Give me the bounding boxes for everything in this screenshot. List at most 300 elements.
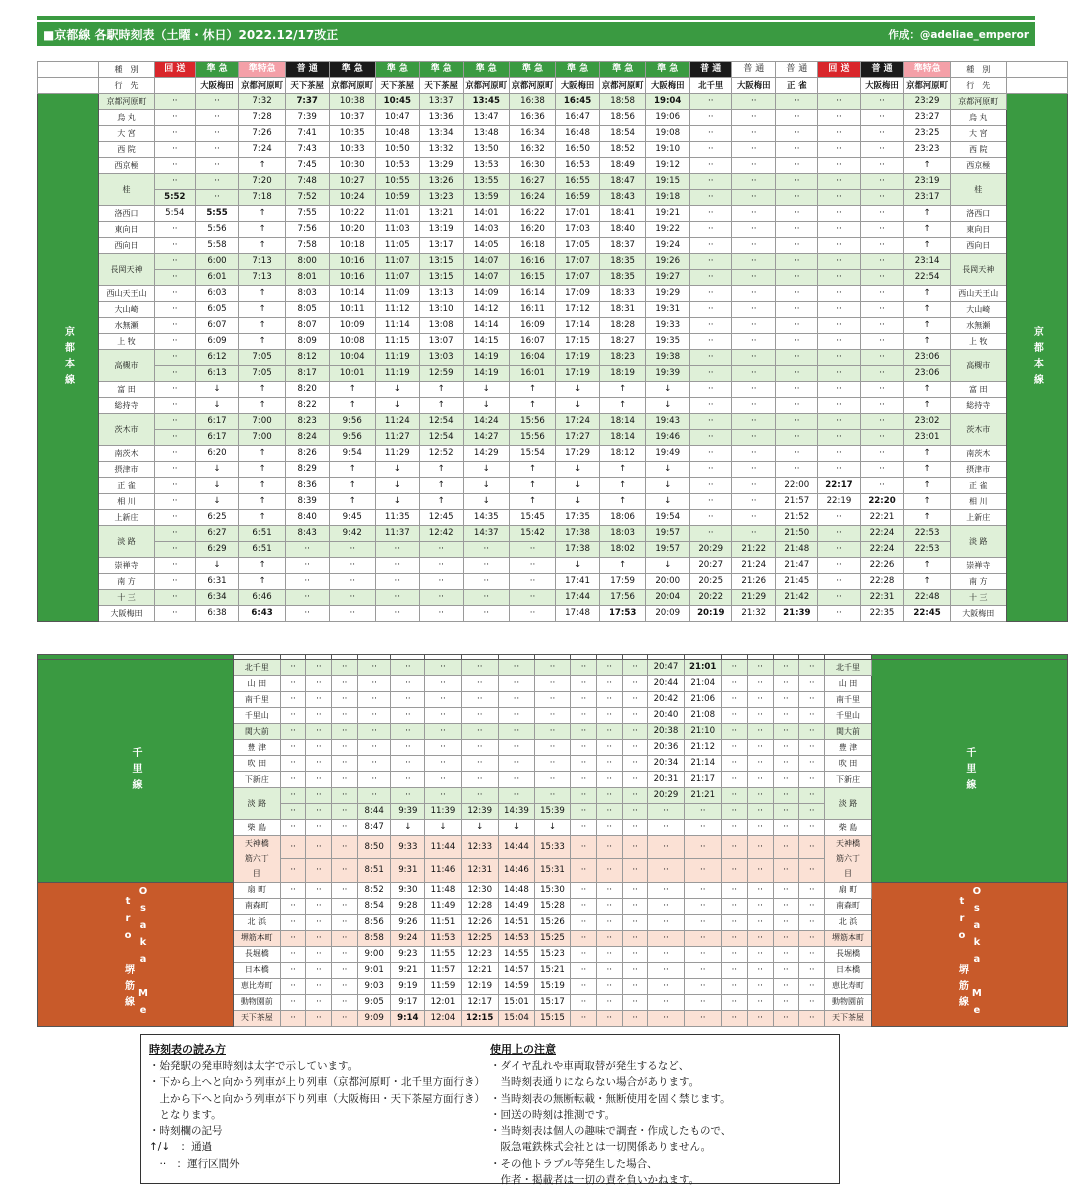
time-cell: ·· (358, 788, 391, 804)
time-cell: 9:45 (329, 510, 375, 526)
time-cell: 8:56 (358, 914, 391, 930)
train-kind: 準特急 (904, 62, 950, 78)
time-cell: ·· (818, 510, 860, 526)
kind-header-row (38, 62, 1068, 78)
time-cell: ·· (776, 142, 818, 158)
note-line: ↑/↓ ：通過 (149, 1141, 213, 1154)
time-cell: 14:39 (498, 804, 534, 820)
time-cell: 10:22 (329, 206, 375, 222)
station-name-left: 淡 路 (99, 526, 155, 558)
time-cell: 18:31 (600, 302, 646, 318)
station-name-right: 茨木市 (950, 414, 1006, 446)
time-cell: 22:31 (860, 590, 904, 606)
time-cell: 8:54 (358, 898, 391, 914)
time-cell: 23:25 (904, 126, 950, 142)
timetable-row (38, 94, 1068, 110)
time-cell: ·· (622, 772, 648, 788)
time-cell: 22:17 (818, 478, 860, 494)
time-cell: ·· (818, 158, 860, 174)
time-cell: ·· (648, 994, 684, 1010)
line-label-right: 千里線 (871, 660, 1067, 883)
time-cell: ·· (732, 142, 776, 158)
station-name-right: 摂津市 (950, 462, 1006, 478)
time-cell: 15:56 (509, 430, 555, 446)
time-cell: 20:29 (648, 788, 684, 804)
station-name-right: 西向日 (950, 238, 1006, 254)
time-cell: 19:35 (646, 334, 690, 350)
time-cell: ↓ (375, 382, 419, 398)
timetable-row (38, 558, 1068, 574)
time-cell: 19:24 (646, 238, 690, 254)
station-name-right: 西京極 (950, 158, 1006, 174)
time-cell: ·· (776, 270, 818, 286)
train-kind: 普 通 (860, 62, 904, 78)
time-cell: ·· (306, 994, 332, 1010)
time-cell: ·· (195, 190, 239, 206)
time-cell: ·· (860, 190, 904, 206)
time-cell: ·· (690, 110, 732, 126)
note-line: ・当時刻表は個人の趣味で調査・作成したもので、 (490, 1125, 732, 1138)
time-cell: 6:05 (195, 302, 239, 318)
time-cell: 22:26 (860, 558, 904, 574)
time-cell: 6:25 (195, 510, 239, 526)
time-cell: ·· (358, 756, 391, 772)
time-cell: 14:19 (463, 350, 509, 366)
time-cell: 14:53 (498, 930, 534, 946)
time-cell: 10:16 (329, 270, 375, 286)
time-cell: 10:48 (375, 126, 419, 142)
time-cell: 13:36 (419, 110, 463, 126)
time-cell: ·· (463, 590, 509, 606)
time-cell: ↓ (463, 478, 509, 494)
station-name-left: 山 田 (234, 676, 281, 692)
station-name-right: 山 田 (825, 676, 872, 692)
time-cell: ·· (280, 859, 306, 882)
time-cell: 20:47 (648, 660, 684, 676)
time-cell: 17:19 (556, 350, 600, 366)
time-cell: 7:00 (239, 414, 285, 430)
time-cell: ↑ (509, 478, 555, 494)
time-cell: ·· (747, 724, 773, 740)
time-cell: 7:58 (285, 238, 329, 254)
time-cell: ·· (622, 1010, 648, 1026)
timetable-row (38, 254, 1068, 270)
station-name-left: 大山崎 (99, 302, 155, 318)
time-cell: 6:51 (239, 542, 285, 558)
station-name-left: 水無瀬 (99, 318, 155, 334)
corner-cell (1006, 62, 1067, 78)
time-cell: ·· (596, 772, 622, 788)
station-name-right: 南茨木 (950, 446, 1006, 462)
time-cell: 6:51 (239, 526, 285, 542)
time-cell: 7:05 (239, 350, 285, 366)
station-name-right: 大 宮 (950, 126, 1006, 142)
time-cell: ↑ (904, 238, 950, 254)
time-cell: ·· (596, 898, 622, 914)
station-name-right: 北 浜 (825, 914, 872, 930)
time-cell: 12:39 (461, 804, 498, 820)
time-cell: ·· (818, 222, 860, 238)
time-cell: ·· (391, 724, 425, 740)
note-line: ・時刻欄の記号 (149, 1125, 223, 1138)
time-cell: ·· (799, 676, 825, 692)
time-cell: ·· (690, 334, 732, 350)
time-cell: 18:28 (600, 318, 646, 334)
time-cell: 16:09 (509, 318, 555, 334)
time-cell: 14:51 (498, 914, 534, 930)
time-cell: 10:04 (329, 350, 375, 366)
station-name-right: 東向日 (950, 222, 1006, 238)
time-cell: ↑ (904, 158, 950, 174)
train-destination: 京都河原町 (509, 78, 555, 94)
time-cell: 22:24 (860, 542, 904, 558)
time-cell: 8:03 (285, 286, 329, 302)
usage-notes (490, 1041, 831, 1186)
time-cell: 9:05 (358, 994, 391, 1010)
time-cell: ·· (155, 382, 195, 398)
station-name-left: 日本橋 (234, 962, 281, 978)
time-cell: 19:10 (646, 142, 690, 158)
time-cell: 6:29 (195, 542, 239, 558)
time-cell: 23:06 (904, 366, 950, 382)
time-cell: ·· (860, 478, 904, 494)
time-cell: 13:26 (419, 174, 463, 190)
time-cell: ·· (690, 510, 732, 526)
time-cell: 10:11 (329, 302, 375, 318)
time-cell: ·· (747, 930, 773, 946)
time-cell: 21:04 (684, 676, 721, 692)
time-cell: 17:59 (600, 574, 646, 590)
time-cell: ↓ (534, 820, 570, 836)
time-cell: ·· (332, 882, 358, 898)
time-cell: 18:41 (600, 206, 646, 222)
time-cell: ·· (332, 660, 358, 676)
time-cell: ↓ (195, 478, 239, 494)
time-cell: ·· (280, 994, 306, 1010)
time-cell: 19:08 (646, 126, 690, 142)
time-cell: ·· (773, 914, 799, 930)
time-cell: 14:44 (498, 836, 534, 859)
time-cell: 6:27 (195, 526, 239, 542)
time-cell: ·· (461, 772, 498, 788)
time-cell: ·· (799, 756, 825, 772)
time-cell: 9:00 (358, 946, 391, 962)
time-cell: 23:23 (904, 142, 950, 158)
time-cell: ·· (690, 222, 732, 238)
time-cell: ·· (818, 350, 860, 366)
time-cell: ·· (776, 190, 818, 206)
time-cell: ↓ (556, 478, 600, 494)
time-cell: 13:48 (463, 126, 509, 142)
time-cell: ·· (684, 820, 721, 836)
time-cell: ·· (721, 692, 747, 708)
time-cell: 9:39 (391, 804, 425, 820)
time-cell: ·· (596, 788, 622, 804)
time-cell: ·· (534, 676, 570, 692)
time-cell: ·· (684, 930, 721, 946)
time-cell: ·· (799, 898, 825, 914)
time-cell: ·· (684, 836, 721, 859)
time-cell: ·· (747, 788, 773, 804)
station-name-left: 烏 丸 (99, 110, 155, 126)
time-cell: ·· (425, 692, 461, 708)
time-cell: 10:47 (375, 110, 419, 126)
time-cell: ·· (329, 574, 375, 590)
time-cell: 12:15 (461, 1010, 498, 1026)
time-cell: ·· (860, 94, 904, 110)
station-name-left: 富 田 (99, 382, 155, 398)
time-cell: ·· (155, 254, 195, 270)
time-cell: 5:54 (155, 206, 195, 222)
time-cell: ↓ (195, 462, 239, 478)
train-destination: 大阪梅田 (646, 78, 690, 94)
time-cell: ·· (498, 692, 534, 708)
time-cell: ·· (155, 478, 195, 494)
time-cell: ·· (721, 914, 747, 930)
time-cell: ·· (285, 558, 329, 574)
station-name-left: 西向日 (99, 238, 155, 254)
timetable-row (38, 110, 1068, 126)
time-cell: ·· (732, 382, 776, 398)
time-cell: ↑ (239, 558, 285, 574)
time-cell: 16:22 (509, 206, 555, 222)
time-cell: ↓ (375, 398, 419, 414)
time-cell: ·· (721, 756, 747, 772)
time-cell: ↑ (239, 462, 285, 478)
time-cell: 11:09 (375, 286, 419, 302)
time-cell: ·· (425, 708, 461, 724)
time-cell: ·· (648, 836, 684, 859)
time-cell: 18:56 (600, 110, 646, 126)
time-cell: ·· (799, 740, 825, 756)
time-cell: ·· (732, 478, 776, 494)
timetable-row (38, 174, 1068, 190)
time-cell: ·· (747, 660, 773, 676)
time-cell: ·· (648, 946, 684, 962)
time-cell: 9:33 (391, 836, 425, 859)
time-cell: ·· (773, 804, 799, 820)
time-cell: ·· (596, 660, 622, 676)
time-cell: ·· (534, 788, 570, 804)
time-cell: 16:34 (509, 126, 555, 142)
station-name-right: 富 田 (950, 382, 1006, 398)
time-cell: ·· (776, 238, 818, 254)
time-cell: 20:44 (648, 676, 684, 692)
time-cell: 7:55 (285, 206, 329, 222)
station-name-right: 下新庄 (825, 772, 872, 788)
time-cell: ·· (690, 238, 732, 254)
time-cell: ↑ (329, 382, 375, 398)
time-cell: ·· (818, 574, 860, 590)
train-kind: 準 急 (509, 62, 555, 78)
time-cell: 22:35 (860, 606, 904, 622)
time-cell: ·· (571, 898, 597, 914)
note-line: 当時刻表通りにならない場合があります。 (490, 1076, 700, 1089)
time-cell: ·· (596, 994, 622, 1010)
time-cell: ·· (571, 914, 597, 930)
time-cell: 12:26 (461, 914, 498, 930)
station-name-left: 京都河原町 (99, 94, 155, 110)
page-title: ■京都線 各駅時刻表（土曜・休日）2022.12/17改正 (43, 27, 339, 42)
time-cell: ·· (773, 882, 799, 898)
time-cell: ·· (596, 740, 622, 756)
time-cell: ↑ (239, 302, 285, 318)
time-cell: ·· (155, 590, 195, 606)
time-cell: ·· (332, 772, 358, 788)
time-cell: ·· (306, 756, 332, 772)
time-cell: ·· (332, 708, 358, 724)
time-cell: 18:23 (600, 350, 646, 366)
time-cell: 10:38 (329, 94, 375, 110)
time-cell: ·· (690, 398, 732, 414)
senri-sakaisuji-timetable (37, 654, 1068, 1027)
time-cell: ·· (622, 724, 648, 740)
time-cell: ·· (648, 804, 684, 820)
time-cell: 7:26 (239, 126, 285, 142)
time-cell: ·· (306, 914, 332, 930)
station-name-left: 長堀橋 (234, 946, 281, 962)
time-cell: 10:33 (329, 142, 375, 158)
train-kind: 準 急 (463, 62, 509, 78)
time-cell: ·· (155, 462, 195, 478)
timetable-row (38, 350, 1068, 366)
time-cell: ·· (860, 206, 904, 222)
time-cell: ·· (571, 660, 597, 676)
time-cell: 8:44 (358, 804, 391, 820)
train-destination: 大阪梅田 (732, 78, 776, 94)
time-cell: ·· (721, 804, 747, 820)
time-cell: ·· (799, 994, 825, 1010)
time-cell: 14:55 (498, 946, 534, 962)
time-cell: 14:57 (498, 962, 534, 978)
time-cell: 13:21 (419, 206, 463, 222)
time-cell: 18:03 (600, 526, 646, 542)
time-cell: 12:23 (461, 946, 498, 962)
time-cell: ·· (461, 660, 498, 676)
time-cell: 11:48 (425, 882, 461, 898)
time-cell: 19:26 (646, 254, 690, 270)
time-cell: ·· (285, 590, 329, 606)
time-cell: ·· (596, 978, 622, 994)
time-cell: ·· (332, 962, 358, 978)
time-cell: ·· (747, 772, 773, 788)
time-cell: ·· (799, 772, 825, 788)
line-label-right: Osaka Metro 堺筋線 (871, 882, 1067, 1026)
time-cell: ·· (155, 350, 195, 366)
time-cell: 7:13 (239, 254, 285, 270)
time-cell: ·· (571, 994, 597, 1010)
time-cell: ↓ (461, 820, 498, 836)
time-cell: ·· (799, 708, 825, 724)
station-name-left: 豊 津 (234, 740, 281, 756)
time-cell: ·· (776, 302, 818, 318)
time-cell: ·· (818, 382, 860, 398)
time-cell: 11:07 (375, 254, 419, 270)
time-cell: ·· (860, 238, 904, 254)
note-line: 作者・掲載者は一切の責を負いかねます。 (490, 1173, 700, 1186)
time-cell: ·· (332, 930, 358, 946)
time-cell: ·· (818, 206, 860, 222)
time-cell: ·· (684, 1010, 721, 1026)
station-name-left: 天下茶屋 (234, 1010, 281, 1026)
time-cell: 21:47 (776, 558, 818, 574)
time-cell: ·· (776, 398, 818, 414)
time-cell: ·· (799, 946, 825, 962)
time-cell: 7:48 (285, 174, 329, 190)
corner-cell (1006, 78, 1067, 94)
time-cell: ·· (306, 724, 332, 740)
time-cell: 5:52 (155, 190, 195, 206)
time-cell: ·· (747, 882, 773, 898)
time-cell: ·· (818, 414, 860, 430)
time-cell: 16:38 (509, 94, 555, 110)
station-name-right: 淡 路 (950, 526, 1006, 558)
time-cell: ·· (773, 692, 799, 708)
time-cell: ·· (773, 836, 799, 859)
time-cell: 20:04 (646, 590, 690, 606)
time-cell: ·· (818, 398, 860, 414)
time-cell: ·· (461, 724, 498, 740)
time-cell: ↓ (195, 558, 239, 574)
time-cell: 21:14 (684, 756, 721, 772)
station-name-left: 西 院 (99, 142, 155, 158)
time-cell: ·· (425, 756, 461, 772)
note-line: となります。 (149, 1108, 222, 1121)
time-cell: 19:21 (646, 206, 690, 222)
time-cell: ·· (684, 804, 721, 820)
time-cell: ·· (195, 110, 239, 126)
time-cell: 23:29 (904, 94, 950, 110)
time-cell: 13:45 (463, 94, 509, 110)
time-cell: 8:26 (285, 446, 329, 462)
station-name-right: 水無瀬 (950, 318, 1006, 334)
time-cell: ·· (419, 606, 463, 622)
time-cell: ·· (155, 302, 195, 318)
time-cell: ·· (571, 724, 597, 740)
time-cell: 10:18 (329, 238, 375, 254)
time-cell: ·· (306, 804, 332, 820)
time-cell: ·· (463, 574, 509, 590)
time-cell: ·· (461, 756, 498, 772)
time-cell: ·· (690, 430, 732, 446)
time-cell: ·· (498, 660, 534, 676)
time-cell: ·· (690, 158, 732, 174)
time-cell: ·· (690, 126, 732, 142)
time-cell: 8:23 (285, 414, 329, 430)
time-cell: ·· (571, 756, 597, 772)
train-destination (818, 78, 860, 94)
time-cell: 9:17 (391, 994, 425, 1010)
time-cell: ·· (860, 398, 904, 414)
station-name-right: 南 方 (950, 574, 1006, 590)
time-cell: 12:19 (461, 978, 498, 994)
time-cell: ·· (155, 126, 195, 142)
train-kind: 準 急 (375, 62, 419, 78)
time-cell: ·· (622, 859, 648, 882)
time-cell: 14:29 (463, 446, 509, 462)
time-cell: ·· (860, 158, 904, 174)
time-cell: 11:14 (375, 318, 419, 334)
time-cell: ·· (391, 756, 425, 772)
time-cell: 6:09 (195, 334, 239, 350)
time-cell: ·· (776, 110, 818, 126)
time-cell: 16:55 (556, 174, 600, 190)
timetable-row (38, 462, 1068, 478)
time-cell: ·· (860, 446, 904, 462)
time-cell: ·· (818, 238, 860, 254)
time-cell: 14:14 (463, 318, 509, 334)
train-destination: 天下茶屋 (375, 78, 419, 94)
